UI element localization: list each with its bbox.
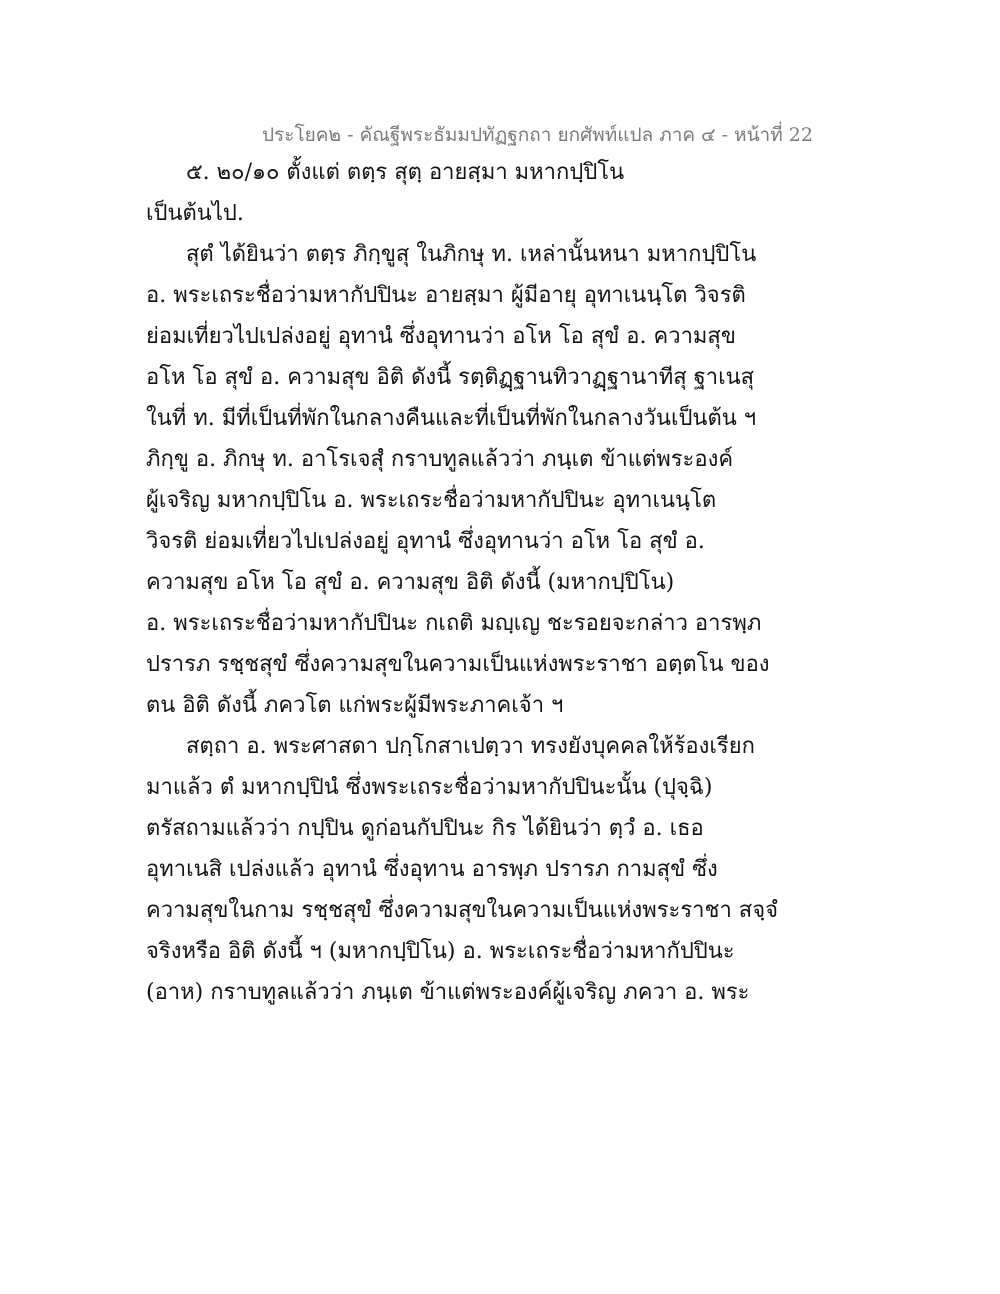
text-line-14: ตน อิติ ดังนี้ ภควโต แก่พระผู้มีพระภาคเจ้า ฯ — [146, 693, 564, 718]
text-line-16: มาแล้ว ตํ มหากปฺปินํ ซึ่งพระเถระชื่อว่ามหากัปปินะนั้น (ปุจฺฉิ) — [146, 775, 713, 800]
text-line-7: ในที่ ท. มีที่เป็นที่พักในกลางคืนและที่เป็นที่พักในกลางวันเป็นต้น ฯ — [146, 406, 757, 431]
text-line-11: ความสุข อโห โอ สุขํ อ. ความสุข อิติ ดังนี้ (มหากปฺปิโน) — [146, 570, 675, 595]
text-line-8: ภิกฺขู อ. ภิกษุ ท. อาโรเจสุํ กราบทูลแล้วว่า ภนฺเต ข้าแต่พระองค์ — [146, 447, 734, 472]
text-line-20: จริงหรือ อิติ ดังนี้ ฯ (มหากปฺปิโน) อ. พระเถระชื่อว่ามหากัปปินะ — [146, 939, 735, 964]
text-line-12: อ. พระเถระชื่อว่ามหากัปปินะ กเถติ มญฺเญ ชะรอยจะกล่าว อารพฺภ — [146, 611, 762, 636]
text-line-17: ตรัสถามแล้วว่า กปฺปิน ดูก่อนกัปปินะ กิร ได้ยินว่า ตฺวํ อ. เธอ — [146, 816, 704, 841]
text-line-9: ผู้เจริญ มหากปฺปิโน อ. พระเถระชื่อว่ามหากัปปินะ อุทาเนนฺโต — [146, 488, 717, 513]
text-line-4: อ. พระเถระชื่อว่ามหากัปปินะ อายสฺมา ผู้มีอายุ อุทาเนนฺโต วิจรติ — [146, 283, 746, 308]
text-line-3: สุตํ ได้ยินว่า ตตฺร ภิกฺขูสุ ในภิกษุ ท. เหล่านั้นหนา มหากปฺปิโน — [186, 242, 757, 267]
text-line-10: วิจรติ ย่อมเที่ยวไปเปล่งอยู่ อุทานํ ซึ่งอุทานว่า อโห โอ สุขํ อ. — [146, 529, 705, 554]
text-line-2: เป็นต้นไป. — [146, 201, 244, 226]
text-line-5: ย่อมเที่ยวไปเปล่งอยู่ อุทานํ ซึ่งอุทานว่า อโห โอ สุขํ อ. ความสุข — [146, 324, 736, 349]
text-line-15: สตฺถา อ. พระศาสดา ปกฺโกสาเปตฺวา ทรงยังบุคคลให้ร้องเรียก — [186, 734, 755, 759]
text-line-1: ๕. ๒๐/๑๐ ตั้งแต่ ตตฺร สุตฺ อายสฺมา มหากปฺปิโน — [186, 160, 625, 185]
text-line-18: อุทาเนสิ เปล่งแล้ว อุทานํ ซึ่งอุทาน อารพฺภ ปรารภ กามสุขํ ซึ่ง — [146, 857, 718, 882]
text-line-13: ปรารภ รชฺชสุขํ ซึ่งความสุขในความเป็นแห่งพระราชา อตฺตโน ของ — [146, 652, 770, 677]
text-line-19: ความสุขในกาม รชฺชสุขํ ซึ่งความสุขในความเป็นแห่งพระราชา สจฺจํ — [146, 898, 778, 923]
text-line-6: อโห โอ สุขํ อ. ความสุข อิติ ดังนี้ รตฺติฏฺฐานทิวาฏฺฐานาทีสุ ฐาเนสุ — [146, 365, 755, 390]
page-header: ประโยค๒ - คัณฐีพระธัมมปทัฏฐกถา ยกศัพท์แปล ภาค ๔ - หน้าที่ 22 — [262, 124, 813, 146]
text-line-21: (อาห) กราบทูลแล้วว่า ภนฺเต ข้าแต่พระองค์ผู้เจริญ ภควา อ. พระ — [146, 980, 750, 1005]
